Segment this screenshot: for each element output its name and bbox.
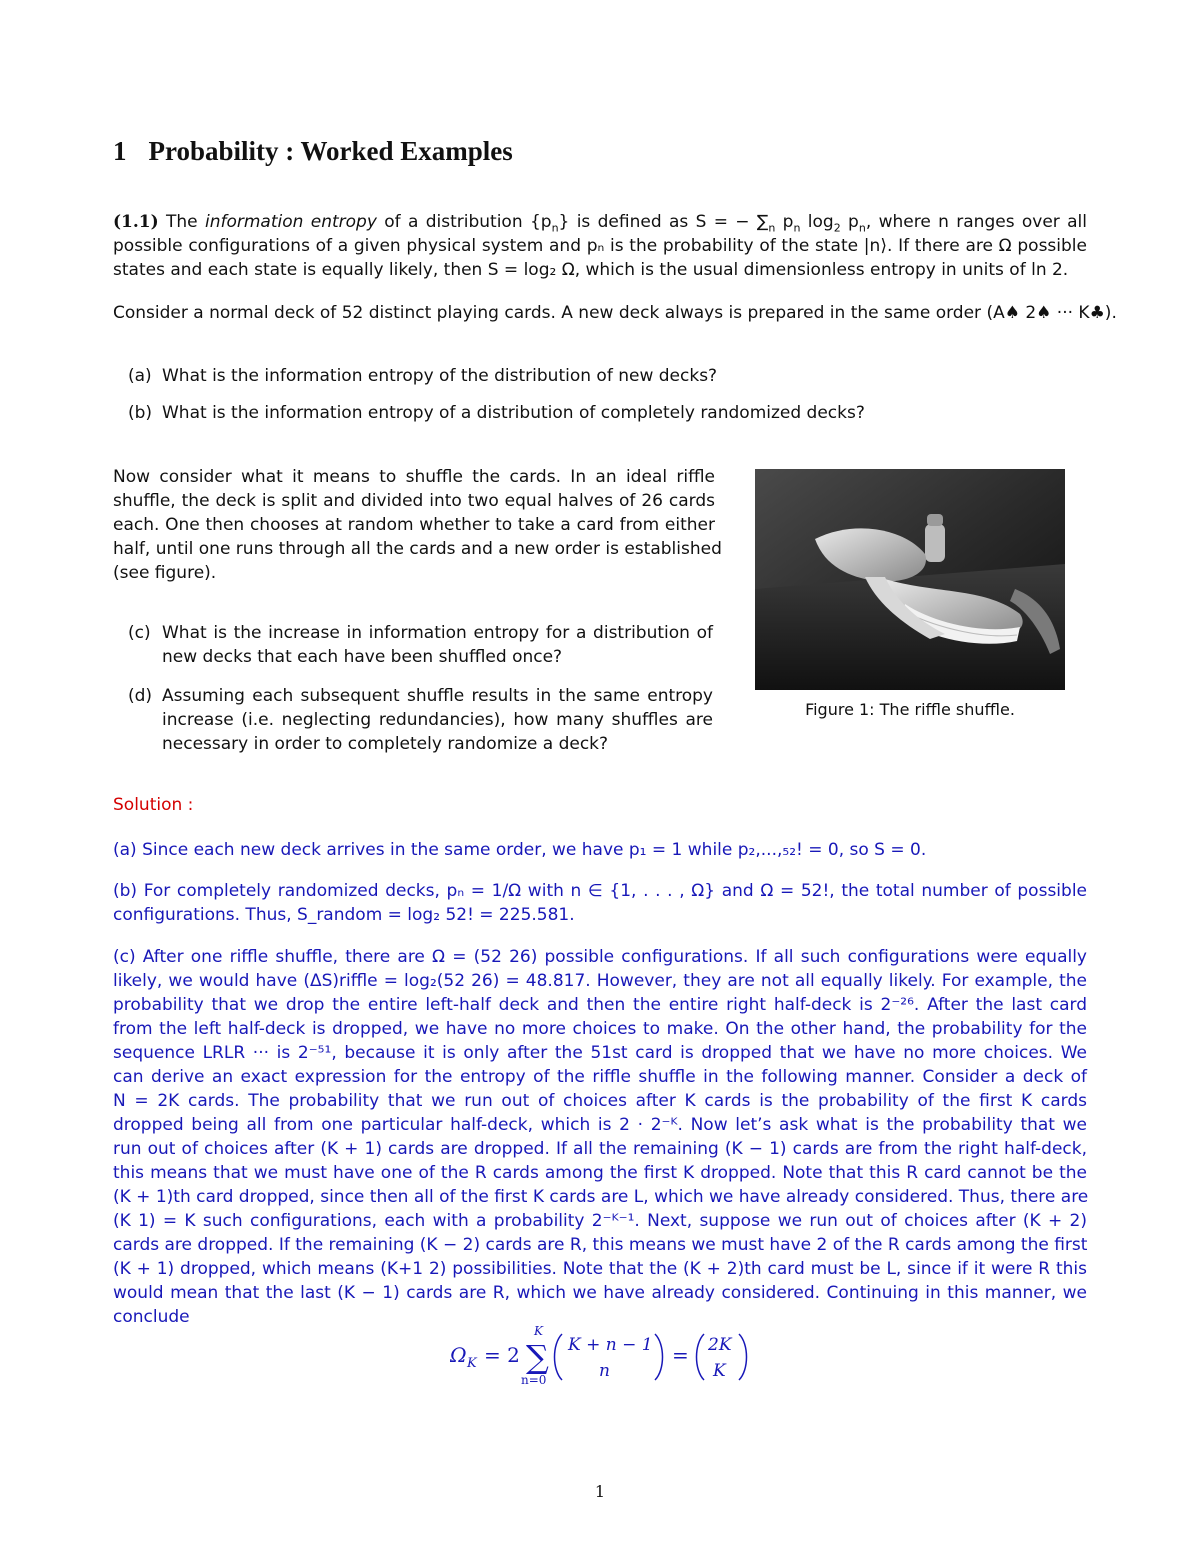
question-c-line-1: What is the increase in information entropy for a distribution of xyxy=(162,623,713,643)
solution-a-line: (a) Since each new deck arrives in the same order, we have p₁ = 1 while p₂,...,₅₂! = 0, so S = 0. xyxy=(113,840,927,860)
solution-c-line-13: cards are dropped. If the remaining (K − 2) cards are R, this means we must have 2 of the R cards among the first xyxy=(113,1235,1088,1255)
question-d xyxy=(128,684,713,754)
solution-c-line-5: sequence LRLR ··· is 2⁻⁵¹, because it is only after the 51st card is dropped that we have no more choices. We xyxy=(113,1043,1087,1063)
eq-binom1-bottom: n xyxy=(599,1361,610,1381)
problem-label: (1.1) xyxy=(113,212,159,232)
solution-c-line-2: likely, we would have (ΔS)riffle = log₂(52 26) = 48.817. However, they are not all equally likely. For example, the xyxy=(113,971,1087,991)
intro-line-3: states and each state is equally likely, then S = log₂ Ω, which is the usual dimensionless entropy in units of ln 2. xyxy=(113,260,1069,280)
solution-c-line-10: this means that we must have one of the R cards among the first K dropped. Note that this R card cannot be the xyxy=(113,1163,1087,1183)
riffle-shuffle-photo xyxy=(755,469,1065,690)
figure-caption: Figure 1: The riffle shuffle. xyxy=(805,700,1015,719)
shuffle-line-2: shuffle, the deck is split and divided into two equal halves of 26 cards xyxy=(113,491,715,511)
solution-b-line-2: configurations. Thus, S_random = log₂ 52! = 225.581. xyxy=(113,905,575,925)
page-number: 1 xyxy=(594,1482,606,1501)
solution-c-line-16: conclude xyxy=(113,1307,190,1327)
eq-paren-right-1 xyxy=(655,1334,663,1380)
question-d-label: (d) xyxy=(128,686,153,706)
eq-sum-top: K xyxy=(534,1324,543,1338)
eq-paren-left-2 xyxy=(697,1334,705,1380)
eq-lhs-sub: K xyxy=(467,1356,477,1371)
solution-c-line-3: probability that we drop the entire left-half deck and then the entire right half-deck is 2⁻²⁶. After the last card xyxy=(113,995,1087,1015)
intro-line-2: possible configurations of a given physical system and pₙ is the probability of the state |n⟩. If there are Ω possible xyxy=(113,236,1087,256)
solution-c-line-14: (K + 1) dropped, which means (K+1 2) possibilities. Note that the (K + 2)th card must be L, since if it were R this xyxy=(113,1259,1087,1279)
display-equation xyxy=(450,1322,770,1392)
question-a-label: (a) xyxy=(128,366,152,386)
question-c xyxy=(128,621,713,667)
solution-b xyxy=(113,879,1087,927)
question-b-label: (b) xyxy=(128,403,153,423)
shuffle-paragraph xyxy=(113,465,722,585)
section-number: 1 xyxy=(113,136,127,166)
eq-lhs: Ω xyxy=(450,1343,467,1367)
question-d-line-3: necessary in order to completely randomize a deck? xyxy=(162,734,609,754)
shuffle-line-1: Now consider what it means to shuffle the cards. In an ideal riffle xyxy=(113,467,715,487)
eq-paren-left-1 xyxy=(555,1334,563,1380)
eq-equals-2: = 2 xyxy=(484,1343,520,1367)
solution-c-line-9: run out of choices after (K + 1) cards are dropped. If all the remaining (K − 1) cards are from the right half-deck, xyxy=(113,1139,1087,1159)
shuffle-line-3: each. One then chooses at random whether to take a card from either xyxy=(113,515,715,535)
question-b-text: What is the information entropy of a distribution of completely randomized decks? xyxy=(162,403,865,423)
solution-b-line-1: (b) For completely randomized decks, pₙ = 1/Ω with n ∈ {1, . . . , Ω} and Ω = 52!, the total number of possible xyxy=(113,881,1087,901)
eq-equals: = xyxy=(672,1343,689,1367)
eq-binom2-bottom: K xyxy=(713,1361,726,1381)
shuffle-line-5: (see figure). xyxy=(113,563,217,583)
solution-c-line-7: N = 2K cards. The probability that we run out of choices after K cards is the probability of the first K cards xyxy=(113,1091,1087,1111)
shuffle-line-4: half, until one runs through all the cards and a new order is established xyxy=(113,539,722,559)
solution-c xyxy=(113,945,1087,1329)
eq-binom2-top: 2K xyxy=(708,1335,732,1355)
deck-line: Consider a normal deck of 52 distinct playing cards. A new deck always is prepared in the same order (A♠ 2♠ ··· K♣). xyxy=(113,303,1117,323)
question-c-label: (c) xyxy=(128,623,151,643)
question-b xyxy=(128,401,865,425)
question-c-line-2: new decks that each have been shuffled once? xyxy=(162,647,563,667)
eq-paren-right-2 xyxy=(739,1334,747,1380)
solution-c-line-4: from the left half-deck is dropped, we have no more choices to make. On the other hand, the probability for the xyxy=(113,1019,1087,1039)
question-a xyxy=(128,364,718,388)
problem-intro xyxy=(113,210,1087,282)
question-a-text: What is the information entropy of the distribution of new decks? xyxy=(162,366,718,386)
deck-paragraph xyxy=(113,301,1117,325)
solution-a xyxy=(113,838,1087,862)
question-d-line-1: Assuming each subsequent shuffle results in the same entropy xyxy=(162,686,713,706)
eq-sum-bottom: n=0 xyxy=(521,1373,547,1387)
intro-line-1: (1.1) The information entropy of a distribution $\{p_n\}$ is defined as S = − $\sum_n$ $p_n$ $\log_2 p_n$, where n ranges over all xyxy=(113,212,1088,235)
solution-c-line-15: would mean that the last (K − 1) cards are R, which we have already considered. Continuing in this manner, we xyxy=(113,1283,1087,1303)
eq-binom1-top: K + n − 1 xyxy=(568,1335,653,1355)
solution-c-line-12: (K 1) = K such configurations, each with a probability 2⁻ᴷ⁻¹. Next, suppose we run out of choices after (K + 2) xyxy=(113,1211,1087,1231)
solution-c-line-1: (c) After one riffle shuffle, there are Ω = (52 26) possible configurations. If all such configurations were equally xyxy=(113,947,1087,967)
solution-c-line-6: can derive an exact expression for the entropy of the riffle shuffle in the following manner. Consider a deck of xyxy=(113,1067,1087,1087)
question-d-line-2: increase (i.e. neglecting redundancies), how many shuffles are xyxy=(162,710,713,730)
eq-sum-sign: ∑ xyxy=(526,1338,549,1376)
solution-c-line-11: (K + 1)th card dropped, since then all of the first K cards are L, which we have already considered. Thus, there are xyxy=(113,1187,1089,1207)
solution-c-line-8: dropped being all from one particular half-deck, which is 2 · 2⁻ᴷ. Now let’s ask what is the probability that we xyxy=(113,1115,1087,1135)
section-title: Probability : Worked Examples xyxy=(148,136,513,166)
section-heading xyxy=(113,136,513,167)
solution-heading: Solution : xyxy=(113,795,194,815)
